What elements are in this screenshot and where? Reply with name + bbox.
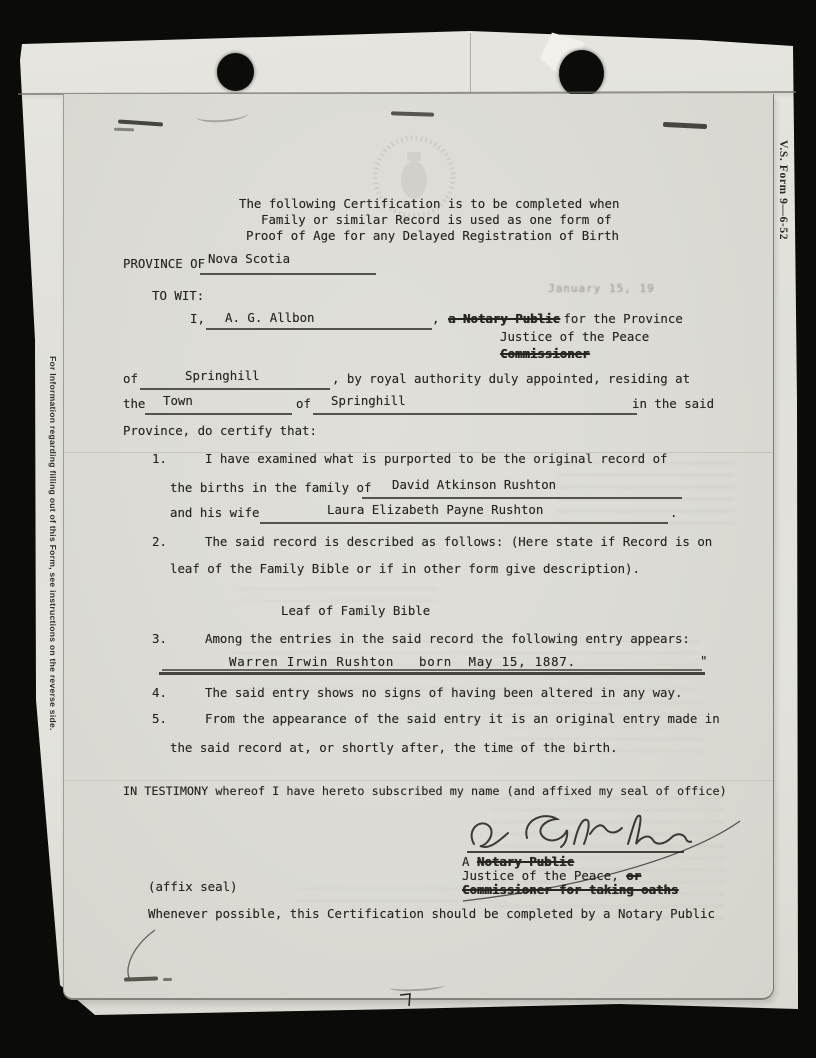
- affix-seal-note: (affix seal): [148, 879, 238, 894]
- punch-hole-left: [217, 53, 254, 91]
- struck-notary-public: a Notary Public: [448, 311, 560, 326]
- item5-text: From the appearance of the said entry it is an original entry made in: [205, 711, 720, 726]
- form-number: V.S. Form 9—6-52: [777, 140, 789, 241]
- item5-num: 5.: [152, 711, 167, 726]
- the-label: the: [123, 396, 146, 411]
- header-line-3: Proof of Age for any Delayed Registration of Birth: [246, 228, 619, 243]
- province-label: PROVINCE OF: [123, 256, 206, 271]
- struck-commissioner-oaths: Commissioner for taking oaths: [462, 882, 679, 897]
- declarant-name: A. G. Allbon: [225, 310, 315, 325]
- town-blank-line: [145, 413, 292, 415]
- header-line-1: The following Certification is to be completed when: [239, 196, 620, 211]
- signature-prefix: A: [462, 854, 477, 869]
- item2-text2: leaf of the Family Bible or if in other form give description).: [170, 561, 640, 576]
- of2-label: of: [296, 396, 311, 411]
- name-blank-line: [206, 328, 432, 330]
- item4-num: 4.: [152, 685, 167, 700]
- left-margin-note: For Information regarding filling out of this Form, see instructions on the reverse side.: [48, 356, 58, 731]
- item1-num: 1.: [152, 451, 167, 466]
- struck-commissioner: Commissioner: [500, 346, 590, 361]
- comma: ,: [432, 311, 447, 326]
- pen-hook-mark: [398, 992, 414, 1008]
- of-label: of: [123, 371, 138, 386]
- i-label: I,: [190, 311, 205, 326]
- vertical-crease: [470, 33, 471, 92]
- bleed-through-smudge: [505, 702, 705, 760]
- item3-text: Among the entries in the said record the following entry appears:: [205, 631, 690, 646]
- certify-text: Province, do certify that:: [123, 423, 317, 438]
- to-wit: TO WIT:: [152, 288, 205, 303]
- item1-family-value: David Atkinson Rushton: [392, 477, 557, 492]
- place2-blank-line: [313, 413, 637, 415]
- bleed-through-smudge: [556, 462, 734, 530]
- item2-answer: Leaf of Family Bible: [281, 603, 431, 618]
- struck-or: or: [626, 868, 642, 883]
- bleed-through-smudge: [296, 888, 506, 902]
- item1-period: .: [670, 505, 678, 520]
- item2-num: 2.: [152, 534, 167, 549]
- fold-line: [63, 780, 772, 781]
- title-justice-of-peace: Justice of the Peace: [500, 329, 650, 344]
- testimony-text: IN TESTIMONY whereof I have hereto subscribed my name (and affixed my seal of office): [123, 784, 727, 798]
- province-blank-line: [200, 273, 376, 275]
- item1-family-label: the births in the family of: [170, 480, 372, 495]
- pen-curve-mark: [115, 928, 165, 983]
- footer-note: Whenever possible, this Certification should be completed by a Notary Public: [148, 906, 715, 921]
- place-blank-line: [140, 388, 330, 390]
- place-value: Springhill: [185, 368, 260, 383]
- item3-num: 3.: [152, 631, 167, 646]
- struck-notary-public-2: Notary Public: [476, 854, 574, 869]
- place2-value: Springhill: [331, 393, 406, 408]
- staple-mark: [114, 128, 134, 132]
- residing-text: , by royal authority duly appointed, residing at: [332, 371, 691, 386]
- title-suffix: for the Province: [556, 311, 683, 326]
- bleed-through-date: January 15, 19: [548, 282, 655, 295]
- item1-text: I have examined what is purported to be the original record of: [205, 451, 668, 466]
- item4-text: The said entry shows no signs of having been altered in any way.: [205, 685, 683, 700]
- item2-text: The said record is described as follows: (Here state if Record is on: [205, 534, 713, 549]
- bleed-through-smudge: [232, 640, 700, 692]
- municipality-type: Town: [163, 393, 193, 408]
- bleed-through-smudge: [492, 797, 724, 927]
- justice-of-peace-text: Justice of the Peace,: [462, 868, 627, 883]
- item1-wife-value: Laura Elizabeth Payne Rushton: [327, 502, 544, 517]
- in-said-text: in the said: [632, 396, 715, 411]
- staple-mark-bottom: [163, 978, 172, 981]
- item3-end-mark: ": [700, 653, 708, 668]
- bleed-through-smudge: [238, 588, 438, 604]
- header-line-2: Family or similar Record is used as one form of: [261, 212, 612, 227]
- province-value: Nova Scotia: [208, 251, 291, 266]
- item1-wife-label: and his wife: [170, 505, 260, 520]
- item5-text2: the said record at, or shortly after, the time of the birth.: [170, 740, 618, 755]
- item3-entry: Warren Irwin Rushton born May 15, 1887.: [229, 654, 576, 669]
